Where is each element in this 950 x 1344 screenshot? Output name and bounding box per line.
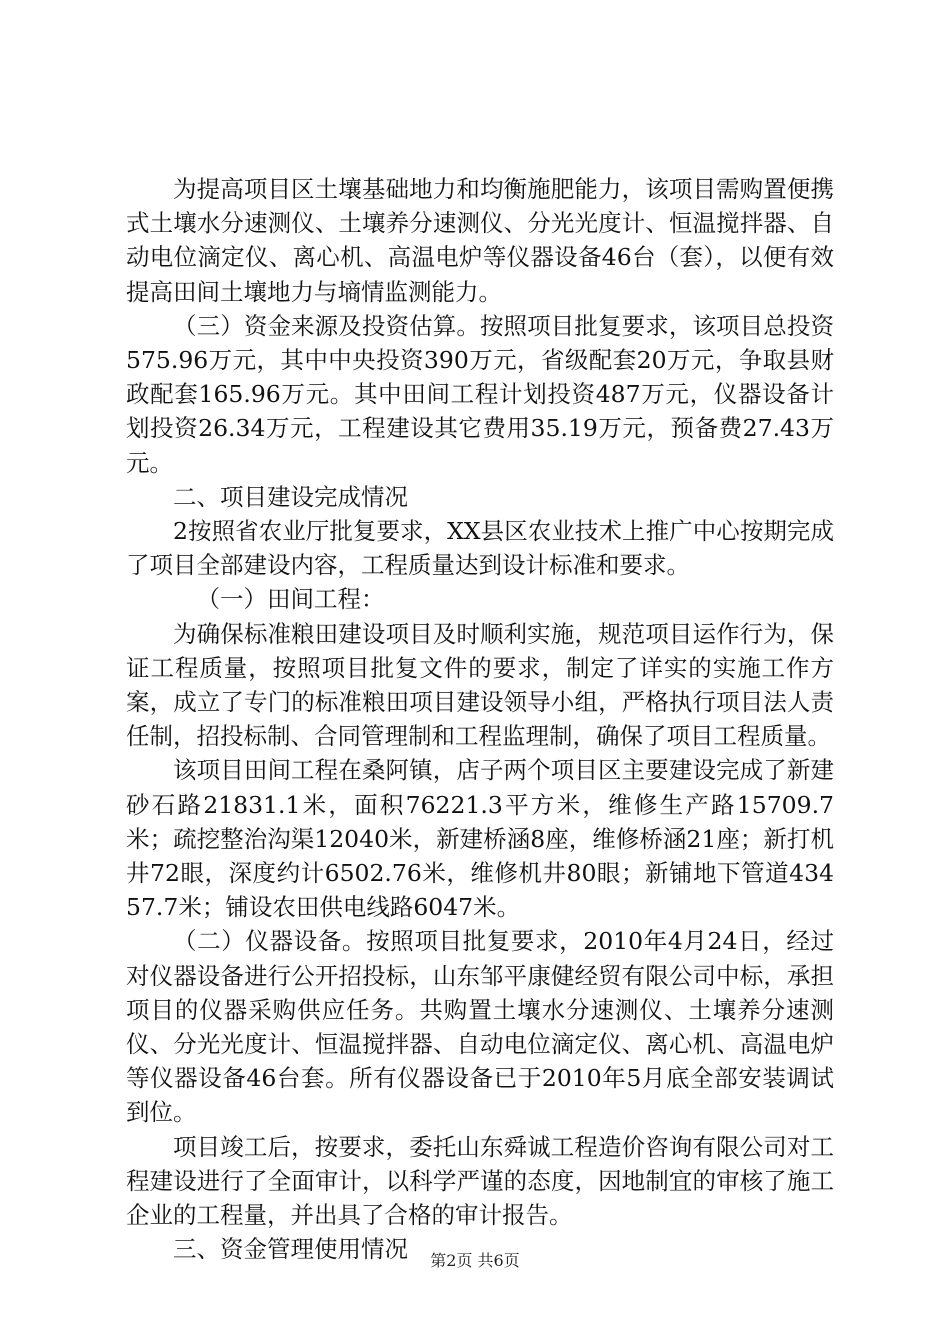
section-heading-construction-status: 二、项目建设完成情况 bbox=[173, 482, 408, 511]
paragraph-audit: 项目竣工后，按要求，委托山东舜诚工程造价咨询有限公司对工程建设进行了全面审计，以科学严谨的态度，因地制宜的审核了施工企业的工程量，并出具了合格的审计报告。 bbox=[126, 1132, 834, 1230]
paragraph-completion-summary: 2按照省农业厅批复要求，XX县区农业技术上推广中心按期完成了项目全部建设内容，工程质量达到设计标准和要求。 bbox=[126, 517, 834, 580]
subheading-field-works: （一）田间工程： bbox=[196, 585, 385, 614]
document-body bbox=[126, 172, 834, 1267]
paragraph-field-works-management: 为确保标准粮田建设项目及时顺利实施，规范项目运作行为，保证工程质量，按照项目批复文件的要求，制定了详实的实施工作方案，成立了专门的标准粮田项目建设领导小组，严格执行项目法人责任制，招投标制、合同管理制和工程监理制，确保了项目工程质量。 bbox=[126, 619, 834, 751]
paragraph-instruments: （二）仪器设备。按照项目批复要求，2010年4月24日，经过对仪器设备进行公开招投标，山东邹平康健经贸有限公司中标，承担项目的仪器采购供应任务。共购置土壤水分速测仪、土壤养分速测仪、分光光度计、恒温搅拌器、自动电位滴定仪、离心机、高温电炉等仪器设备46台套。所有仪器设备已于2010年5月底全部安装调试到位。 bbox=[126, 927, 834, 1127]
paragraph-funding-source: （三）资金来源及投资估算。按照项目批复要求，该项目总投资575.96万元，其中中央投资390万元，省级配套20万元，争取县财政配套165.96万元。其中田间工程计划投资487万元，仪器设备计划投资26.34万元，工程建设其它费用35.19万元，预备费27.43万元。 bbox=[126, 311, 834, 477]
section-heading-fund-management: 三、资金管理使用情况 bbox=[173, 1235, 408, 1264]
page-number-footer: 第2页 共6页 bbox=[430, 1251, 520, 1270]
paragraph-equipment-purpose: 为提高项目区土壤基础地力和均衡施肥能力，该项目需购置便携式土壤水分速测仪、土壤养分速测仪、分光光度计、恒温搅拌器、自动电位滴定仪、离心机、高温电炉等仪器设备46台（套），以便有效提高田间土壤地力与墒情监测能力。 bbox=[126, 175, 834, 306]
paragraph-field-works-details: 该项目田间工程在桑阿镇，店子两个项目区主要建设完成了新建砂石路21831.1米，面积76221.3平方米，维修生产路15709.7米；疏挖整治沟渠12040米，新建桥涵8座，维修桥涵21座；新打机井72眼，深度约计6502.76米，维修机井80眼；新铺地下管道43457.7米；铺设农田供电线路6047米。 bbox=[126, 756, 834, 922]
